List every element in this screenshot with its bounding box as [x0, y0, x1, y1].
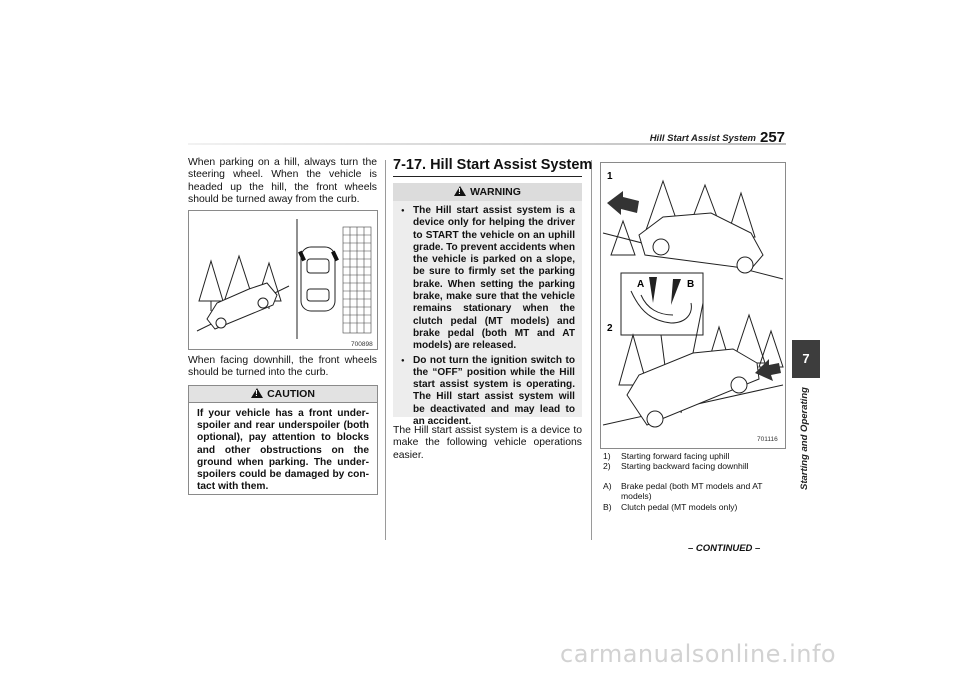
caption-text: Starting backward facing downhill: [621, 461, 749, 472]
section-title: 7-17. Hill Start Assist System: [393, 157, 593, 173]
section-underline: [393, 176, 582, 177]
warning-title: WARNING: [470, 186, 521, 198]
downhill-text: When facing downhill, the front wheels should be turned into the curb.: [188, 355, 377, 379]
caption-item: [603, 451, 785, 461]
caution-text: If your vehicle has a front under-spoiler and rear underspoiler (both optional), pay attention to blocks and other obstructions on the ground when parking. The under-spoilers could be damaged by con-tact with them.: [197, 408, 369, 493]
caution-header: [189, 386, 377, 403]
brick-wall: [343, 227, 371, 333]
chapter-label: Starting and Operating: [799, 387, 810, 490]
warning-box: [393, 183, 582, 428]
warning-triangle-icon: [251, 388, 263, 398]
column-divider-left: [385, 160, 386, 540]
parking-intro-text: When parking on a hill, always turn the steering wheel. When the vehicle is headed up the hill, the front wheels should be turned away from the curb.: [188, 157, 377, 206]
forward-arrow-icon: [607, 191, 639, 215]
warning-item: ● The Hill start assist system is a device only for helping the driver to START the vehicle on an uphill grade. To prevent accidents when the vehicle is parked on a slope, be sure to firmly set the parking brake. When setting the parking brake, make sure that the vehicle remains stationary when the clutch pedal (MT models) and brake pedal (both MT and AT models) are released.: [401, 205, 575, 353]
watermark: carmanualsonline.info: [560, 640, 837, 668]
hill-start-illustration: [601, 163, 785, 448]
caution-box: [188, 385, 378, 495]
page-number: 257: [760, 129, 786, 146]
caption-key: 2): [603, 461, 611, 472]
figure-label-a: A: [637, 279, 645, 290]
hill-figure-code: 701116: [757, 436, 778, 443]
caption-key: 1): [603, 451, 611, 461]
chapter-tab: 7: [792, 340, 820, 378]
car-on-slope: [207, 283, 277, 329]
parking-figure: [188, 210, 378, 350]
figure-captions: [603, 451, 785, 512]
caption-item: [603, 481, 785, 502]
caption-key: A): [603, 480, 612, 491]
car-top-view: [301, 247, 335, 311]
parking-figure-code: 700898: [351, 341, 373, 348]
caption-text: Starting forward facing uphill: [621, 451, 730, 461]
figure-label-1: 1: [607, 171, 613, 182]
caption-item: [603, 461, 785, 471]
figure-label-b: B: [687, 279, 695, 290]
warning-header: [393, 183, 582, 201]
caption-text: Brake pedal (both MT models and AT models): [621, 480, 763, 502]
continued-label: – CONTINUED –: [688, 543, 761, 554]
downhill-car: [627, 349, 759, 427]
column-divider-right: [591, 160, 592, 540]
hill-start-figure: [600, 162, 786, 449]
parking-illustration: [189, 211, 377, 349]
caution-title: CAUTION: [267, 388, 315, 400]
warning-triangle-icon: [454, 186, 466, 196]
running-title: Hill Start Assist System: [649, 133, 756, 144]
caption-text: Clutch pedal (MT models only): [621, 501, 738, 512]
caption-key: B): [603, 501, 612, 512]
figure-label-2: 2: [607, 323, 613, 334]
warning-item: ● Do not turn the ignition switch to the “OFF” position while the Hill start assist system is operating. The Hill start assist system will be deactivated and may lead to an accident.: [401, 355, 575, 429]
hsa-description: The Hill start assist system is a device to make the following vehicle operations easier.: [393, 425, 582, 461]
uphill-car: [639, 213, 763, 273]
caption-item: [603, 502, 785, 512]
warning-list: [393, 205, 582, 428]
tree-1: [199, 261, 223, 301]
